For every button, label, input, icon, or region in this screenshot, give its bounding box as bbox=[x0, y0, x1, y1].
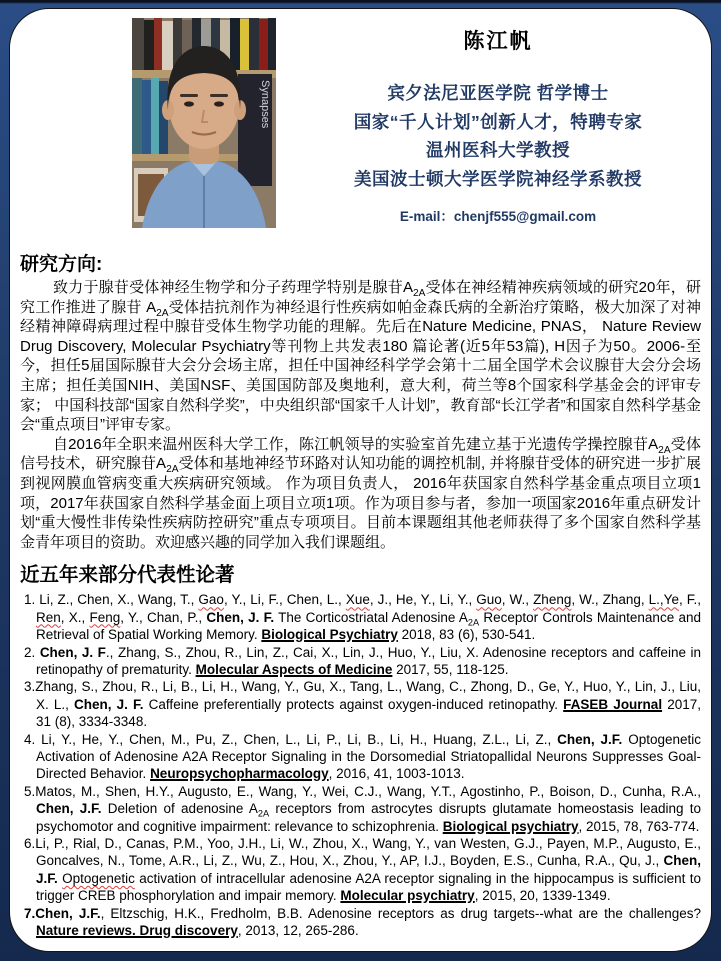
header bbox=[20, 13, 701, 237]
research-section-heading: 研究方向: bbox=[20, 254, 103, 275]
credential-line: 温州医科大学教授 bbox=[426, 140, 570, 160]
book-spine-text: Synapses bbox=[259, 80, 271, 129]
document-sheet bbox=[9, 8, 712, 952]
email-label: E-mail： bbox=[399, 209, 454, 224]
reference-item: 4. Li, Y., He, Y., Chen, M., Pu, Z., Chen, L., Li, P., Li, B., Li, H., Huang, Z.L., Li, Z., Chen, J.F. Optogenetic Activation of Adenosine A2A Receptor Signaling in the Dorsomedial Striatopallidal Neurons Suppresses Goal-Directed Behavior. Neuropsychopharmacology, 2016, 41, 1003-1013. bbox=[24, 731, 701, 782]
portrait-photo bbox=[132, 18, 276, 228]
credential-line: 国家“千人计划”创新人才，特聘专家 bbox=[353, 111, 643, 132]
email-line bbox=[295, 205, 701, 225]
reference-item: 5.Matos, M., Shen, H.Y., Augusto, E., Wang, Y., Wei, C.J., Wang, Y.T., Agostinho, P., Boison, D., Cunha, R.A., Chen, J.F. Deletion of adenosine $A_{2A}$ receptors from astrocytes disrupts glutamate homeostasis leading to psychomotor and cognitive impairment: relevance to schizophrenia. Biological psychiatry, 2015, 78, 763-774. bbox=[24, 783, 701, 834]
reference-item: 6.Li, P., Rial, D., Canas, P.M., Yoo, J.H., Li, W., Zhou, X., Wang, Y., van Westen, G.J., Payen, M.P., Augusto, E., Goncalves, N., Tome, A.R., Li, Z., Wu, Z., Hou, X., Zhou, Y., AP, I.J., Boyden, E.S., Cunha, R.A., Qu, J., Chen, J.F. Optogenetic activation of intracellular adenosine A2A receptor signaling in the hippocampus is sufficient to trigger CREB phosphorylation and impair memory. Molecular psychiatry, 2015, 20, 1339-1349. bbox=[24, 836, 701, 904]
person-name: 陈江帆 bbox=[463, 30, 533, 53]
reference-item: 2. Chen, J. F., Zhang, S., Zhou, R., Lin, Z., Cai, X., Lin, J., Huo, Y., Liu, X. Adenosine receptors and caffeine in retinopathy of prematurity. Molecular Aspects of Medicine 2017, 55, 118-125. bbox=[24, 644, 702, 677]
portrait-illustration bbox=[132, 18, 276, 228]
credential-line: 宾夕法尼亚医学院 哲学博士 bbox=[387, 83, 609, 103]
publications-section-heading: 近五年来部分代表性论著 bbox=[20, 564, 235, 587]
credentials-list bbox=[295, 79, 701, 193]
research-paragraph-2: 自2016年全职来温州医科大学工作，陈江帆领导的实验室首先建立基于光遗传学操控腺苷$A_{2A}$受体信号技术，研究腺苷$A_{2A}$受体和基地神经节环路对认知功能的调控机制, 并将腺苷受体的研究进一步扩展到视网膜血管病变重大疾病研究领域。 作为项目负责人， 2016年获国家自然科学基金重点项目立项1项，2017年获国家自然科学基金面上项目立项1项。作为项目参与者，参加一项国家2016年重点研发计划“重大慢性非传染性疾病防控研究”重点专项项目。目前本课题组其他老师获得了多个国家自然科学基金青年项目的资助。欢迎感兴趣的同学加入我们课题组。 bbox=[20, 435, 701, 551]
research-paragraph-1: 致力于腺苷受体神经生物学和分子药理学特别是腺苷$A_{2A}$受体在神经精神疾病领域的研究20年，研究工作推进了腺苷 $A_{2A}$受体拮抗剂作为神经退行性疾病如帕金森氏病的全新治疗策略，极大加深了对神经精神障碍病理过程中腺苷受体生物学功能的理解。先后在Nature Medicine, PNAS， Nature Review Drug Discovery, Molecular Psychiatry等刊物上共发表180 篇论著(近5年53篇), H因子为50。2006-至今，担任5届国际腺苷大会分会场主席，担任中国神经科学学会第十二届全国学术会议腺苷大会分会场主席；担任美国NIH、美国NSF、美国国防部及奥地利，意大利，荷兰等8个国家科学基金会的评审专家； 中国科技部“国家自然科学奖”，中央组织部“国家千人计划”，教育部“长江学者”和国家自然科学基金会“重点项目”评审专家。 bbox=[20, 279, 701, 434]
reference-item: 1. Li, Z., Chen, X., Wang, T., Gao, Y., Li, F., Chen, L., Xue, J., He, Y., Li, Y., Guo, W., Zheng, W., Zhang, L.,Ye, F., Ren, X., Feng, Y., Chan, P., Chen, J. F. The Corticostriatal Adenosine $A_{2A}$ Receptor Controls Maintenance and Retrieval of Spatial Working Memory. Biological Psychiatry 2018, 83 (6), 530-541. bbox=[24, 592, 701, 643]
reference-item: 3.Zhang, S., Zhou, R., Li, B., Li, H., Wang, Y., Gu, X., Tang, L., Wang, C., Zhong, D., Ge, Y., Huo, Y., Lin, J., Liu, X. L., Chen, J. F. Caffeine preferentially protects against oxygen-induced retinopathy. FASEB Journal 2017, 31 (8), 3334-3348. bbox=[24, 679, 701, 730]
header-text-block bbox=[295, 13, 701, 225]
credential-line: 美国波士顿大学医学院神经学系教授 bbox=[354, 168, 642, 189]
references-list bbox=[20, 591, 701, 939]
email-address: chenjf555@gmail.com bbox=[453, 209, 597, 224]
reference-item: 7.Chen, J.F., Eltzschig, H.K., Fredholm, B.B. Adenosine receptors as drug targets--what are the challenges? Nature reviews. Drug discovery, 2013, 12, 265-286. bbox=[24, 905, 701, 939]
